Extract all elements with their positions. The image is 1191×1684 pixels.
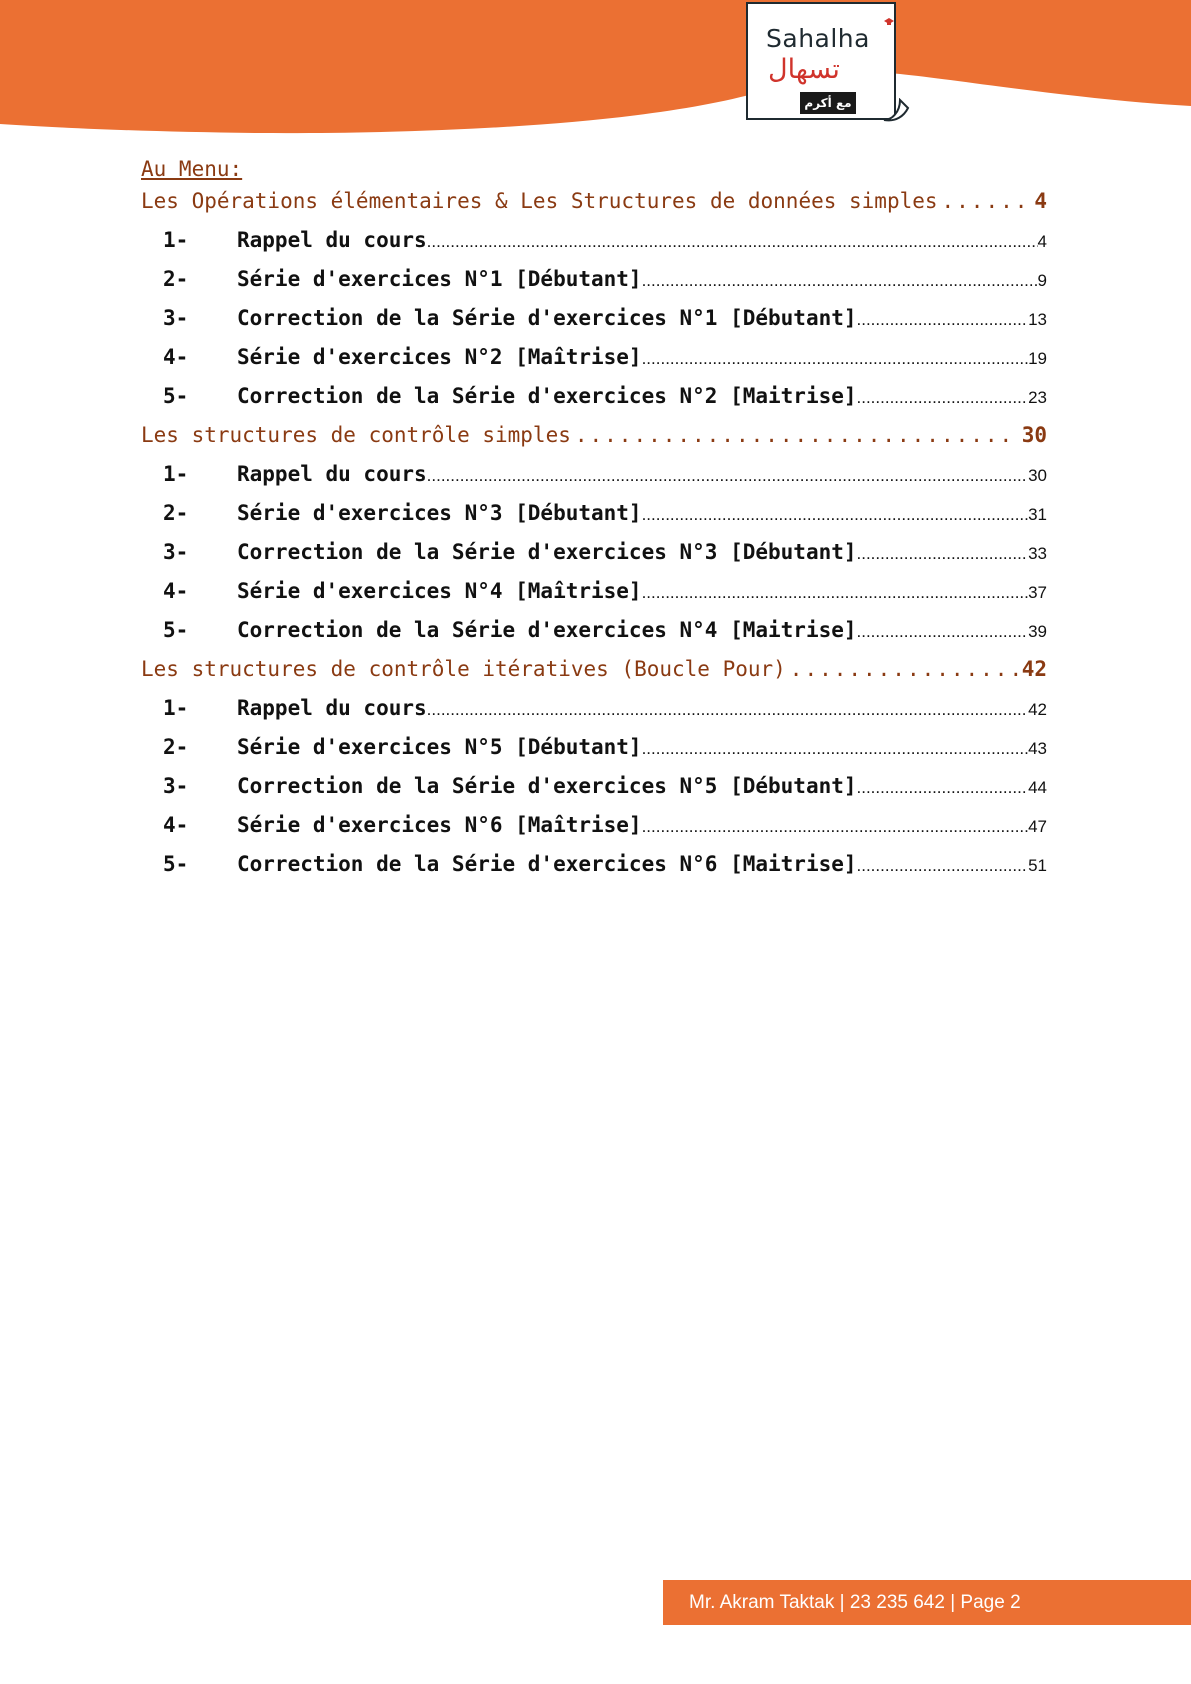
- toc-item[interactable]: [141, 533, 1047, 572]
- item-number: 5-: [163, 384, 189, 408]
- toc-item[interactable]: [141, 260, 1047, 299]
- toc-item[interactable]: [141, 845, 1047, 884]
- toc-item[interactable]: [141, 221, 1047, 260]
- section-page-number: 42: [1021, 657, 1047, 681]
- dot-leader: [642, 261, 1038, 300]
- item-label: Série d'exercices N°2 [Maîtrise]: [237, 345, 642, 369]
- toc-section-iterative-structures[interactable]: [141, 650, 1047, 689]
- item-page-number: 42: [1028, 700, 1047, 719]
- footer-author-page: Mr. Akram Taktak | 23 235 642 | Page 2: [689, 1592, 1021, 1613]
- dot-leader: [642, 339, 1029, 378]
- toc-item[interactable]: [141, 299, 1047, 338]
- dot-leader: [427, 222, 1038, 261]
- item-page-number: 51: [1028, 856, 1047, 875]
- item-number: 5-: [163, 852, 189, 876]
- dot-leader: [857, 768, 1029, 807]
- toc-item[interactable]: [141, 806, 1047, 845]
- toc-item[interactable]: [141, 611, 1047, 650]
- section-page-number: 30: [1021, 423, 1047, 447]
- dot-leader: [857, 300, 1029, 339]
- dot-leader: [857, 846, 1029, 885]
- item-label: Correction de la Série d'exercices N°6 [Maitrise]: [237, 852, 857, 876]
- item-page-number: 44: [1028, 778, 1047, 797]
- page-fold-icon: [882, 98, 910, 124]
- item-label: Série d'exercices N°1 [Débutant]: [237, 267, 642, 291]
- item-label: Série d'exercices N°4 [Maîtrise]: [237, 579, 642, 603]
- item-number: 1-: [163, 696, 189, 720]
- logo-latin-text: Sahalha: [766, 24, 870, 53]
- item-page-number: 39: [1028, 622, 1047, 641]
- toc-item[interactable]: [141, 689, 1047, 728]
- item-label: Correction de la Série d'exercices N°3 [Débutant]: [237, 540, 857, 564]
- table-of-contents: [141, 156, 1047, 884]
- toc-section-operations[interactable]: [141, 182, 1047, 221]
- item-page-number: 33: [1028, 544, 1047, 563]
- footer-bar: [663, 1580, 1191, 1625]
- item-label: Correction de la Série d'exercices N°2 [Maitrise]: [237, 384, 857, 408]
- dot-leader: [642, 807, 1029, 846]
- dot-leader: [642, 495, 1029, 534]
- item-number: 4-: [163, 579, 189, 603]
- logo-tagline: مع أكرم: [800, 92, 856, 114]
- item-number: 3-: [163, 540, 189, 564]
- toc-item[interactable]: [141, 338, 1047, 377]
- item-label: Série d'exercices N°5 [Débutant]: [237, 735, 642, 759]
- item-label: Série d'exercices N°6 [Maîtrise]: [237, 813, 642, 837]
- toc-item[interactable]: [141, 767, 1047, 806]
- item-page-number: 4: [1037, 232, 1047, 251]
- item-page-number: 30: [1028, 466, 1047, 485]
- item-page-number: 23: [1028, 388, 1047, 407]
- section-title: Les Opérations élémentaires & Les Structures de données simples: [141, 189, 938, 213]
- toc-item[interactable]: [141, 572, 1047, 611]
- item-page-number: 37: [1028, 583, 1047, 602]
- item-label: Série d'exercices N°3 [Débutant]: [237, 501, 642, 525]
- item-page-number: 9: [1037, 271, 1047, 290]
- item-label: Correction de la Série d'exercices N°1 [Débutant]: [237, 306, 857, 330]
- dot-leader: [575, 416, 1018, 455]
- dot-leader: [427, 456, 1028, 495]
- dot-leader: [642, 573, 1029, 612]
- item-page-number: 47: [1028, 817, 1047, 836]
- item-number: 1-: [163, 228, 189, 252]
- item-number: 4-: [163, 813, 189, 837]
- dot-leader: [857, 378, 1029, 417]
- item-label: Rappel du cours: [237, 228, 427, 252]
- section-title: Les structures de contrôle simples: [141, 423, 571, 447]
- dot-leader: [642, 729, 1029, 768]
- logo-arabic-text: تسهال: [768, 54, 840, 85]
- section-title: Les structures de contrôle itératives (Boucle Pour): [141, 657, 786, 681]
- dot-leader: [427, 690, 1028, 729]
- toc-item[interactable]: [141, 494, 1047, 533]
- section-page-number: 4: [1034, 189, 1047, 213]
- toc-item[interactable]: [141, 728, 1047, 767]
- logo-card: [746, 2, 896, 120]
- dot-leader: [790, 650, 1018, 689]
- item-number: 1-: [163, 462, 189, 486]
- item-label: Correction de la Série d'exercices N°5 [Débutant]: [237, 774, 857, 798]
- header-wave-banner: [0, 0, 1191, 140]
- graduation-cap-icon: [884, 18, 894, 26]
- item-number: 2-: [163, 501, 189, 525]
- toc-item[interactable]: [141, 455, 1047, 494]
- toc-section-control-structures[interactable]: [141, 416, 1047, 455]
- toc-heading: Au Menu:: [141, 157, 243, 181]
- item-number: 3-: [163, 774, 189, 798]
- item-number: 5-: [163, 618, 189, 642]
- item-page-number: 19: [1028, 349, 1047, 368]
- item-page-number: 13: [1028, 310, 1047, 329]
- item-number: 2-: [163, 267, 189, 291]
- item-number: 2-: [163, 735, 189, 759]
- toc-item[interactable]: [141, 377, 1047, 416]
- item-page-number: 31: [1028, 505, 1047, 524]
- dot-leader: [942, 182, 1031, 221]
- item-label: Rappel du cours: [237, 696, 427, 720]
- dot-leader: [857, 612, 1029, 651]
- sahalha-logo: [746, 2, 914, 122]
- item-page-number: 43: [1028, 739, 1047, 758]
- item-label: Rappel du cours: [237, 462, 427, 486]
- item-number: 3-: [163, 306, 189, 330]
- dot-leader: [857, 534, 1029, 573]
- item-label: Correction de la Série d'exercices N°4 [Maitrise]: [237, 618, 857, 642]
- item-number: 4-: [163, 345, 189, 369]
